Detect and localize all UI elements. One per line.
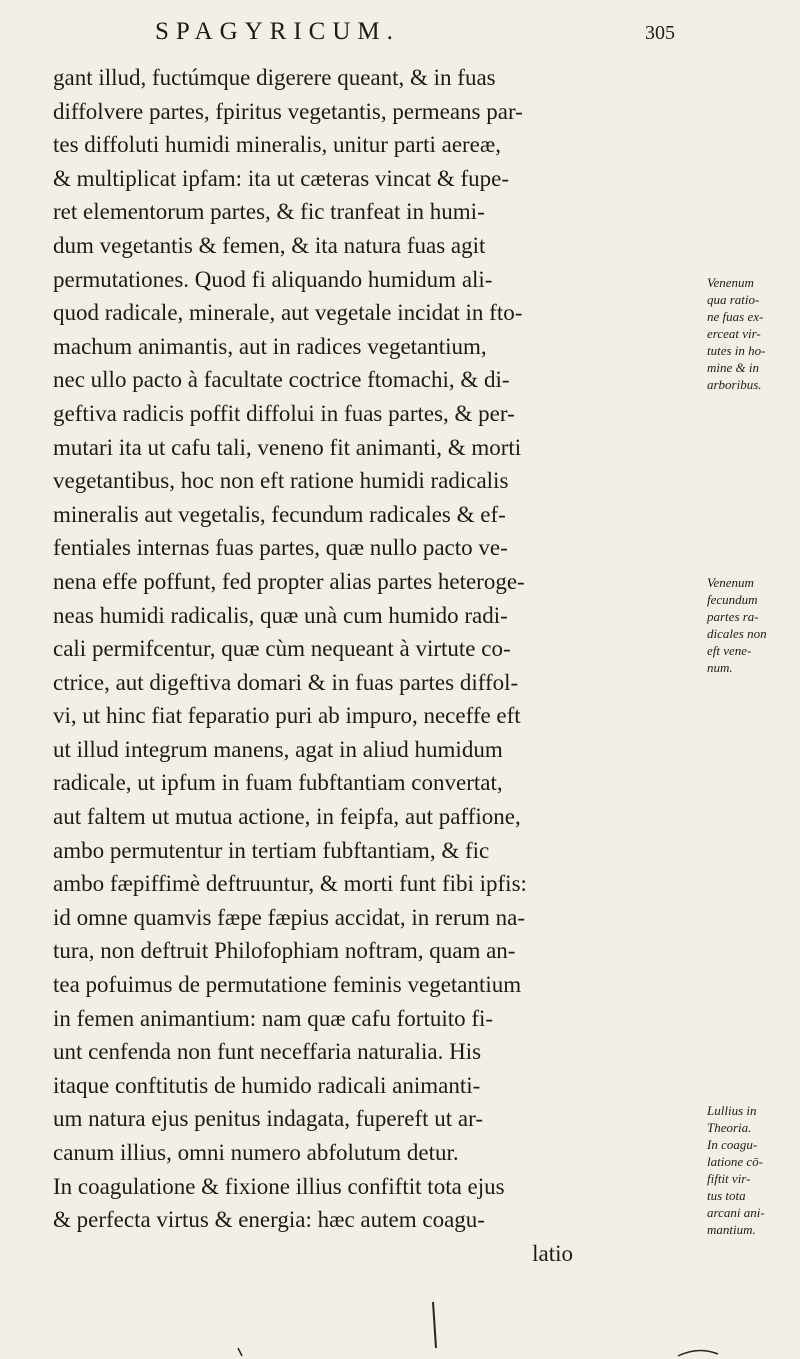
text-line: & multiplicat ipfam: ita ut cæteras vincat & fupe- bbox=[53, 165, 510, 191]
page-number: 305 bbox=[645, 22, 675, 44]
text-line: diffolvere partes, fpiritus vegetantis, permeans par- bbox=[53, 98, 523, 124]
text-line: cali permifcentur, quæ cùm nequeant à virtute co- bbox=[53, 636, 511, 662]
page-header bbox=[155, 18, 675, 58]
marginal-note-line: tutes in ho- bbox=[707, 343, 766, 358]
text-line: radicale, ut ipfum in fuam fubftantiam convertat, bbox=[53, 770, 503, 796]
text-line: fentiales internas fuas partes, quæ nullo pacto ve- bbox=[53, 535, 508, 561]
text-line: vi, ut hinc fiat feparatio puri ab impuro, neceffe eft bbox=[53, 703, 521, 729]
ink-flourish bbox=[678, 1350, 718, 1356]
text-line: unt cenfenda non funt neceffaria naturalia. His bbox=[53, 1039, 482, 1065]
marginal-note-line: partes ra- bbox=[707, 609, 759, 624]
marginal-note-line: num. bbox=[707, 660, 733, 675]
marginal-note-line: qua ratio- bbox=[707, 292, 760, 307]
text-line: gant illud, fuctúmque digerere queant, & in fuas bbox=[53, 65, 496, 90]
marginal-note-line: arcani ani- bbox=[707, 1205, 765, 1220]
text-line: ut illud integrum manens, agat in aliud humidum bbox=[53, 736, 503, 762]
text-line: tura, non deftruit Philofophiam noftram, quam an- bbox=[53, 938, 516, 964]
text-line: tes diffoluti humidi mineralis, unitur parti aereæ, bbox=[53, 132, 501, 158]
text-line: ambo fæpiffimè deftruuntur, & morti funt fibi ipfis: bbox=[53, 871, 527, 897]
text-line: ambo permutentur in tertiam fubftantiam, & fic bbox=[53, 837, 490, 863]
text-line: mutari ita ut cafu tali, veneno fit animanti, & morti bbox=[53, 434, 522, 460]
marginal-note-line: Venenum bbox=[707, 575, 754, 590]
marginal-note-line: fiftit vir- bbox=[707, 1171, 751, 1186]
text-line: mineralis aut vegetalis, fecundum radicales & ef- bbox=[53, 501, 506, 527]
ink-stroke-marks bbox=[0, 1290, 800, 1359]
small-ink-stroke bbox=[238, 1348, 242, 1356]
marginal-note-line: Venenum bbox=[707, 275, 754, 290]
text-line: ctrice, aut digeftiva domari & in fuas partes diffol- bbox=[53, 669, 519, 695]
marginal-note-venenum-ratio bbox=[707, 274, 799, 393]
text-line: nec ullo pacto à facultate coctrice ftomachi, & di- bbox=[53, 367, 510, 393]
text-line: nena effe poffunt, fed propter alias partes heteroge- bbox=[53, 568, 525, 594]
text-line: neas humidi radicalis, quæ unà cum humido radi- bbox=[53, 602, 508, 628]
text-line: vegetantibus, hoc non eft ratione humidi radicalis bbox=[53, 468, 509, 494]
marginal-note-line: fecundum bbox=[707, 592, 758, 607]
marginal-note-line: arboribus. bbox=[707, 377, 762, 392]
marginal-note-line: Lullius in bbox=[707, 1103, 757, 1118]
body-text bbox=[53, 61, 693, 1270]
text-line: quod radicale, minerale, aut vegetale incidat in fto- bbox=[53, 300, 523, 326]
marginal-note-line: erceat vir- bbox=[707, 326, 761, 341]
text-line: id omne quamvis fæpe fæpius accidat, in rerum na- bbox=[53, 904, 526, 930]
marginal-note-line: Theoria. bbox=[707, 1120, 752, 1135]
text-line: & perfecta virtus & energia: hæc autem coagu- bbox=[53, 1207, 485, 1233]
text-line: in femen animantium: nam quæ cafu fortuito fi- bbox=[53, 1005, 494, 1031]
text-line: um natura ejus penitus indagata, fupereft ut ar- bbox=[53, 1106, 483, 1132]
text-line: In coagulatione & fixione illius confiftit tota ejus bbox=[53, 1173, 505, 1199]
text-line-last: latio bbox=[532, 1240, 573, 1266]
text-line: itaque conftitutis de humido radicali animanti- bbox=[53, 1072, 481, 1098]
text-line: aut faltem ut mutua actione, in feipfa, aut paffione, bbox=[53, 804, 521, 830]
text-line: geftiva radicis poffit diffolui in fuas partes, & per- bbox=[53, 400, 515, 426]
marginal-note-line: tus tota bbox=[707, 1188, 746, 1203]
marginal-note-line: eft vene- bbox=[707, 643, 752, 658]
marginal-note-line: In coagu- bbox=[707, 1137, 758, 1152]
marginal-note-line: mantium. bbox=[707, 1222, 756, 1237]
text-line: canum illius, omni numero abfolutum detur. bbox=[53, 1140, 459, 1165]
marginal-note-line: dicales non bbox=[707, 626, 767, 641]
marginal-note-lullius bbox=[707, 1102, 799, 1238]
marginal-note-line: mine & in bbox=[707, 360, 759, 375]
text-line: dum vegetantis & femen, & ita natura fuas agit bbox=[53, 232, 486, 258]
text-line: tea pofuimus de permutatione feminis vegetantium bbox=[53, 972, 522, 998]
running-head: SPAGYRICUM. bbox=[155, 18, 400, 45]
vertical-ink-stroke bbox=[433, 1302, 436, 1348]
marginal-note-line: latione cō- bbox=[707, 1154, 763, 1169]
marginal-note-venenum-radicales bbox=[707, 574, 799, 676]
text-line: ret elementorum partes, & fic tranfeat in humi- bbox=[53, 199, 485, 225]
marginal-note-line: ne fuas ex- bbox=[707, 309, 764, 324]
text-line: machum animantis, aut in radices vegetantium, bbox=[53, 333, 487, 359]
text-line: permutationes. Quod fi aliquando humidum ali- bbox=[53, 266, 493, 292]
